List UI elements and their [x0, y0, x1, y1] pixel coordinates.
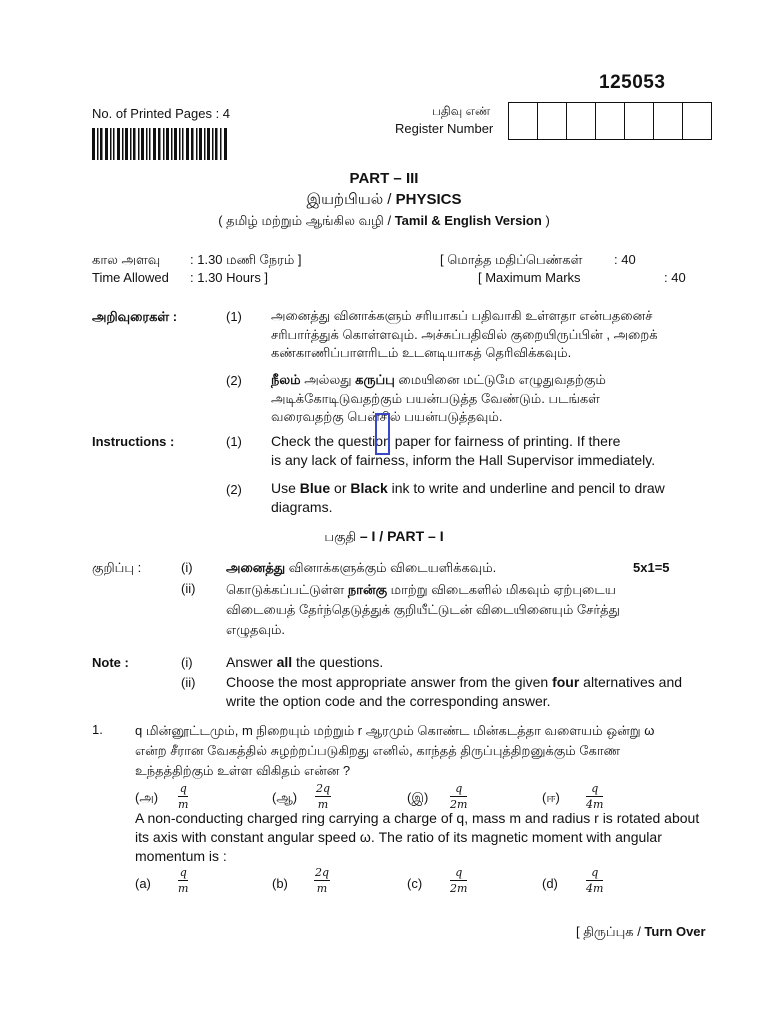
blue-ta: நீலம்: [271, 372, 301, 387]
question-1-ta-line2: என்ற சீரான வேகத்தில் சுழற்றப்படுகிறது எனில், காந்தத் திருப்புத்திறனுக்கும் கோண: [135, 743, 621, 758]
option-en-a-fraction: $\frac{q}{m}$: [178, 866, 189, 895]
option-ta-a-label: (அ): [135, 790, 159, 805]
question-1-number: 1.: [92, 722, 103, 737]
time-label-ta: கால அளவு: [92, 252, 161, 267]
instruction-ta-1-line1: அனைத்து வினாக்களும் சரியாகப் பதிவாகி உள்ளதா என்பதனைச்: [271, 308, 653, 323]
instruction-en-1-num: (1): [226, 434, 242, 449]
instruction-ta-2-line3: வரைவதற்கு பென்சில் பயன்படுத்தவும்.: [271, 409, 503, 424]
option-ta-a-fraction: $\frac{q}{m}$: [178, 782, 189, 811]
note-ta-2-line3: எழுதவும்.: [226, 622, 286, 637]
note-label-en: Note :: [92, 655, 129, 670]
note-en-2-pre: Choose the most appropriate answer from the given: [226, 674, 553, 690]
paper-code: 125053: [599, 72, 666, 93]
register-number-boxes[interactable]: [508, 102, 712, 140]
instruction-en-2-line1: [271, 479, 665, 498]
section-heading: [0, 528, 768, 546]
time-value-en: : 1.30 Hours ]: [190, 270, 269, 285]
version-en: Tamil & English Version: [394, 213, 542, 228]
marks-label-ta: [ மொத்த மதிப்பெண்கள்: [440, 252, 583, 267]
option-ta-c-fraction: $\frac{q}{2m}$: [450, 782, 468, 811]
register-label-ta: பதிவு எண்: [432, 104, 491, 118]
note-en-1-num: (i): [181, 655, 193, 670]
note-en-2-line1: [226, 673, 682, 692]
option-en-b-fraction: $\frac{2q}{m}$: [315, 866, 330, 895]
option-en-a-label: (a): [135, 876, 151, 891]
option-en-d-fraction: $\frac{q}{4m}$: [586, 866, 604, 895]
time-value-ta: : 1.30 மணி நேரம் ]: [190, 252, 302, 267]
instruction-ta-2: [271, 371, 606, 427]
option-ta-c-label: (இ): [407, 790, 429, 805]
instruction-ta-1: [271, 307, 658, 363]
black-en: Black: [350, 480, 388, 496]
barcode: [92, 128, 228, 160]
version-ta: ( தமிழ் மற்றும் ஆங்கில வழி /: [218, 213, 395, 228]
or-en: or: [330, 480, 351, 496]
register-label-en: Register Number: [395, 121, 494, 136]
option-en-b-label: (b): [272, 876, 288, 891]
note-en-2-rest: alternatives and: [579, 674, 683, 690]
marks-value-en: : 40: [664, 270, 686, 285]
question-1-ta-line3: உந்தத்திற்கும் உள்ள விகிதம் என்ன ?: [135, 763, 351, 778]
note-ta-2-pre: கொடுக்கப்பட்டுள்ள: [226, 582, 348, 597]
subject-en: PHYSICS: [395, 191, 462, 208]
instruction-en-1-line2: is any lack of fairness, inform the Hall Supervisor immediately.: [271, 452, 656, 468]
version-close: ): [541, 213, 550, 228]
time-label-en: Time Allowed: [92, 270, 169, 285]
turn-over: [576, 924, 706, 941]
all-ta: அனைத்து: [226, 560, 286, 575]
instruction-en-1: [271, 432, 655, 470]
note-ta-1-num: (i): [181, 560, 193, 575]
subject-ta: இயற்பியல் /: [306, 191, 396, 208]
option-en-c-fraction: $\frac{q}{2m}$: [450, 866, 468, 895]
note-ta-2-line1: [226, 580, 620, 600]
answer-text: Answer: [226, 654, 277, 670]
subject-title: [0, 191, 768, 210]
option-ta-d-label: (ஈ): [542, 790, 560, 805]
note-ta-2-line2: விடையைத் தேர்ந்தெடுத்துக் குறியீட்டுடன் விடையினையும் சேர்த்து: [226, 602, 620, 617]
blue-en: Blue: [299, 480, 331, 496]
turn-over-en: Turn Over: [644, 924, 706, 939]
note-en-2-num: (ii): [181, 675, 196, 690]
question-1-en-line2: its axis with constant angular speed ω. The ratio of its magnetic moment with angular: [135, 829, 662, 845]
section-label-ta: பகுதி: [324, 529, 360, 544]
instruction-en-2-line2: diagrams.: [271, 499, 333, 515]
turn-over-ta: [ திருப்புக /: [576, 924, 645, 939]
note-en-2-line2: write the option code and the corresponding answer.: [226, 693, 551, 709]
marks-value-ta: : 40: [614, 252, 636, 267]
four-ta: நான்கு: [347, 582, 388, 597]
instruction-ta-1-line3: கண்காணிப்பாளரிடம் உடனடியாகத் தெரிவிக்கவும்.: [271, 345, 572, 360]
note-ta-2-num: (ii): [181, 581, 196, 596]
instruction-en-2: [271, 479, 665, 517]
option-en-c-label: (c): [407, 876, 423, 891]
printed-pages: No. of Printed Pages : 4: [92, 106, 231, 121]
question-1-ta: [135, 721, 654, 781]
note-en-1-rest: the questions.: [292, 654, 384, 670]
part-title: PART – III: [349, 170, 419, 187]
instruction-ta-2-line1: [271, 371, 606, 390]
section-marks: 5x1=5: [633, 560, 670, 575]
version-line: [0, 213, 768, 230]
all-en: all: [276, 654, 293, 670]
note-ta-1-rest: வினாக்களுக்கும் விடையளிக்கவும்.: [285, 560, 497, 575]
question-1-en-line1: A non-conducting charged ring carrying a charge of q, mass m and radius r is rotated about: [135, 810, 700, 826]
black-ta: கருப்பு: [355, 372, 395, 387]
question-1-ta-line1: q மின்னூட்டமும், m நிறையும் மற்றும் r ஆரமும் கொண்ட மின்கடத்தா வளையம் ஒன்று ω: [135, 723, 655, 738]
use-text: Use: [271, 480, 300, 496]
option-ta-b-label: (ஆ): [272, 790, 298, 805]
instructions-label-ta: அறிவுரைகள் :: [92, 309, 178, 324]
instruction-en-2-num: (2): [226, 482, 242, 497]
or-ta: அல்லது: [300, 372, 356, 387]
text-cursor-selection[interactable]: [375, 413, 390, 455]
note-ta-2: [226, 580, 620, 640]
note-ta-1: [226, 559, 496, 578]
option-en-d-label: (d): [542, 876, 558, 891]
instruction-ta-2-rest: மையினை மட்டுமே எழுதுவதற்கும்: [394, 372, 606, 387]
instruction-ta-2-line2: அடிக்கோடிடுவதற்கும் பயன்படுத்த வேண்டும். படங்கள்: [271, 390, 600, 406]
note-label-ta: குறிப்பு :: [92, 560, 142, 575]
four-en: four: [552, 674, 580, 690]
ink-text: ink to write and underline and pencil to draw: [387, 480, 665, 496]
question-1-en-line3: momentum is :: [135, 848, 227, 864]
marks-label-en: [ Maximum Marks: [478, 270, 581, 285]
note-en-1: [226, 654, 383, 670]
note-ta-2-rest: மாற்று விடைகளில் மிகவும் ஏற்புடைய: [387, 582, 616, 597]
instruction-en-1-line1: Check the question paper for fairness of printing. If there: [271, 433, 621, 449]
note-en-2: [226, 673, 682, 711]
option-ta-d-fraction: $\frac{q}{4m}$: [586, 782, 604, 811]
question-1-en: [135, 809, 699, 866]
instructions-label-en: Instructions :: [92, 434, 175, 449]
instruction-ta-1-num: (1): [226, 309, 242, 324]
option-ta-b-fraction: $\frac{2q}{m}$: [316, 782, 331, 811]
instruction-ta-2-num: (2): [226, 373, 242, 388]
instruction-ta-1-line2: சரிபார்த்துக் கொள்ளவும். அச்சுப்பதிவில் குறையிருப்பின் , அறைக்: [271, 326, 658, 342]
section-label-en: – I / PART – I: [359, 528, 444, 544]
